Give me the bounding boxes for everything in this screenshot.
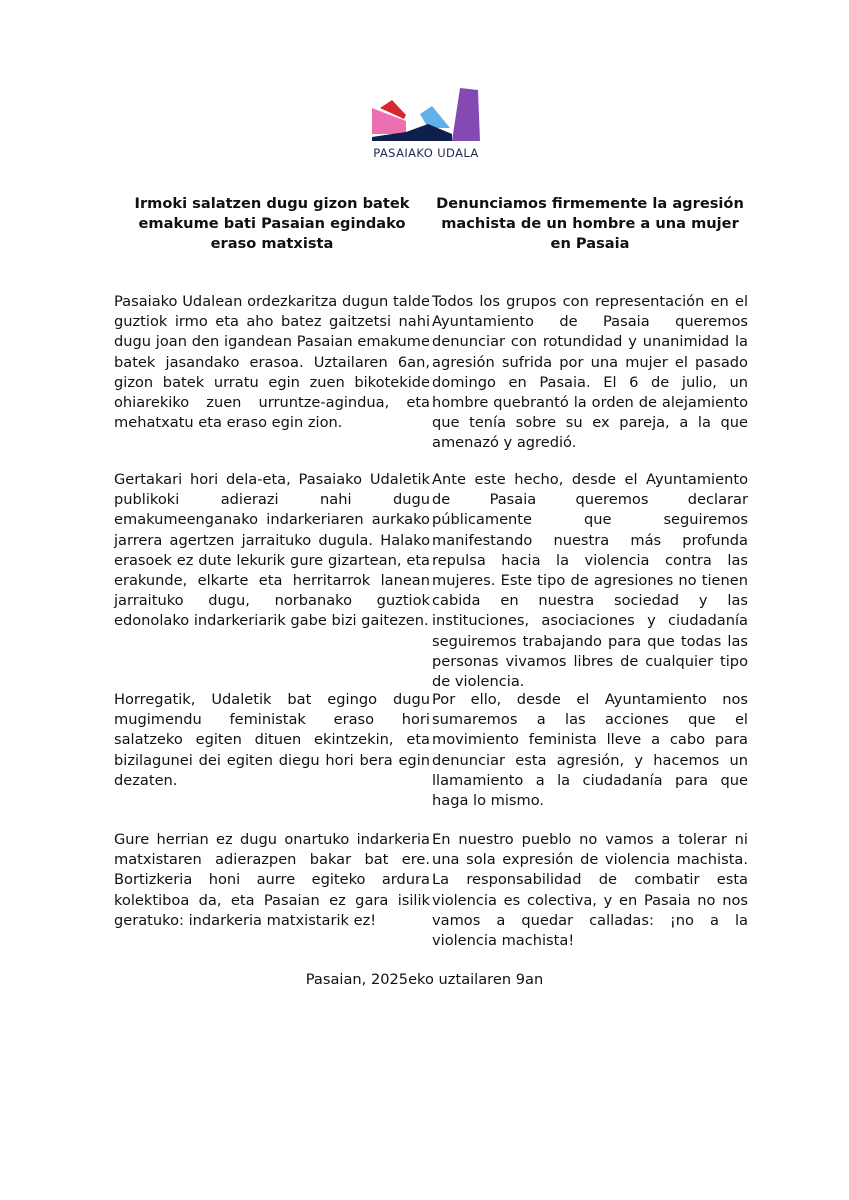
spanish-column [432, 194, 748, 950]
date-line: Pasaian, 2025eko uztailaren 9an [305, 971, 544, 988]
basque-paragraph-3: Horregatik, Udaletik bat egingo dugu mugimendu feministak eraso hori salatzeko egiten dituen ekintzekin, eta bizilagunei dei egiten diegu hori bera egin dezaten. [114, 691, 430, 789]
spanish-paragraph-3: Por ello, desde el Ayuntamiento nos sumaremos a las acciones que el movimiento feminista lleve a cabo para denunciar esta agresión, y hacemos un llamamiento a la ciudadanía para que haga lo mismo. [432, 691, 748, 810]
basque-paragraph-4: Gure herrian ez dugu onartuko indarkeria matxistaren adierazpen bakar bat ere. Bortizkeria honi aurre egiteko ardura kolektiboa da, eta Pasaian ez gara isilik geratuko: indarkeria matxistarik ez! [114, 831, 430, 929]
basque-title: Irmoki salatzen dugu gizon batek emakume bati Pasaian egindako eraso matxista [134, 195, 410, 252]
logo-text: PASAIAKO UDALA [373, 146, 479, 160]
pasaiako-udala-logo [370, 86, 482, 162]
spanish-paragraph-4: En nuestro pueblo no vamos a tolerar ni una sola expresión de violencia machista. La responsabilidad de combatir esta violencia es colectiva, y en Pasaia no nos vamos a quedar calladas: ¡no a la violencia machista! [432, 831, 748, 950]
basque-column [114, 194, 430, 929]
spanish-paragraph-1: Todos los grupos con representación en el Ayuntamiento de Pasaia queremos denunciar con rotundidad y unanimidad la agresión sufrida por una mujer el pasado domingo en Pasaia. El 6 de julio, un hombre quebrantó la orden de alejamiento que tenía sobre su ex pareja, a la que amenazó y agredió. [432, 293, 748, 452]
logo-light-blue-shape [420, 106, 450, 128]
spanish-title: Denunciamos firmemente la agresión machista de un hombre a una mujer en Pasaia [436, 195, 744, 252]
spanish-paragraph-2: Ante este hecho, desde el Ayuntamiento de Pasaia queremos declarar públicamente que seguiremos manifestando nuestra más profunda repulsa hacia la violencia contra las mujeres. Este tipo de agresiones no tienen cabida en nuestra sociedad y las instituciones, asociaciones y ciudadanía seguiremos trabajando para que todas las personas vivamos libres de cualquier tipo de violencia. [432, 471, 748, 691]
basque-paragraph-2: Gertakari hori dela-eta, Pasaiako Udaletik publikoki adierazi nahi dugu emakumeenganako indarkeriaren aurkako jarrera agertzen jarraituko dugula. Halako erasoek ez dute lekurik gure gizartean, eta erakunde, elkarte eta herritarrok lanean jarraituko dugu, norbanako guztiok edonolako indarkeriarik gabe bizi gaitezen. [114, 471, 430, 630]
logo-emblem [370, 86, 482, 142]
basque-paragraph-1: Pasaiako Udalean ordezkaritza dugun talde guztiok irmo eta aho batez gaitzetsi nahi dugu joan den igandean Pasaian emakume batek jasandako erasoa. Uztailaren 6an, gizon batek urratu egin zuen bikotekide ohiarekiko zuen urruntze-agindua, eta mehatxatu eta eraso egin zion. [114, 293, 430, 432]
logo-purple-shape [452, 88, 480, 141]
